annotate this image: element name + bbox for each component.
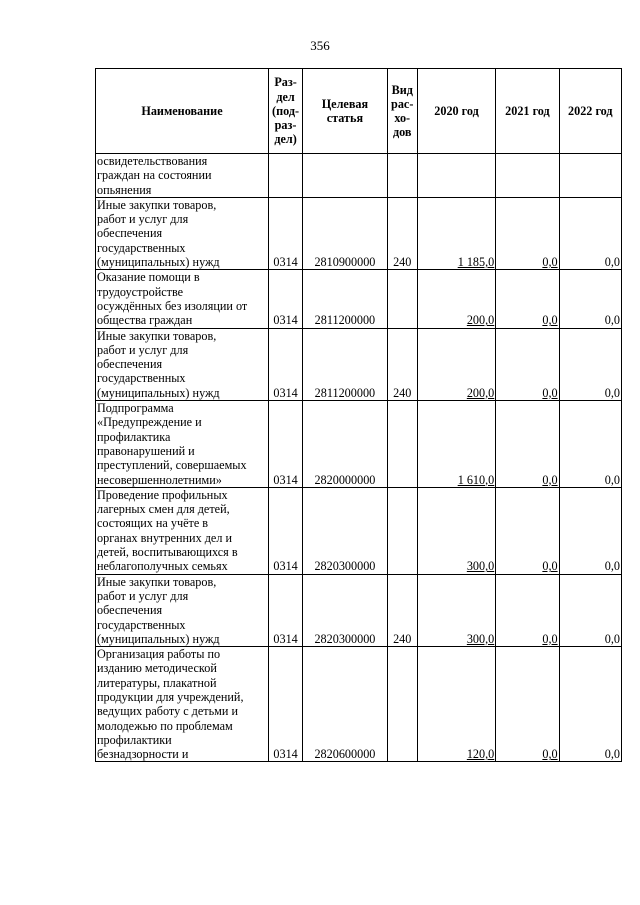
- cell-section: 0314: [268, 270, 302, 328]
- header-target: Целевая статья: [303, 69, 387, 154]
- cell-2020: 1 610,0: [417, 401, 495, 488]
- cell-target: 2811200000: [303, 328, 387, 400]
- cell-2020: [417, 154, 495, 198]
- cell-2020: 200,0: [417, 328, 495, 400]
- cell-2020: 200,0: [417, 270, 495, 328]
- cell-target: 2820600000: [303, 647, 387, 762]
- cell-section: 0314: [268, 647, 302, 762]
- cell-expense-type: 240: [387, 328, 417, 400]
- cell-2022: 0,0: [559, 401, 621, 488]
- table-row: [96, 647, 622, 762]
- header-expense-type: Вид рас- хо- дов: [387, 69, 417, 154]
- budget-table: [95, 68, 622, 762]
- header-section: Раз- дел (под- раз- дел): [268, 69, 302, 154]
- cell-name: Иные закупки товаров, работ и услуг для обеспечения государственных (муниципальных) нужд: [96, 328, 269, 400]
- cell-2022: 0,0: [559, 328, 621, 400]
- header-2021: 2021 год: [496, 69, 559, 154]
- cell-2022: 0,0: [559, 574, 621, 646]
- cell-target: 2810900000: [303, 197, 387, 269]
- header-2022: 2022 год: [559, 69, 621, 154]
- header-2020: 2020 год: [417, 69, 495, 154]
- table-row: [96, 487, 622, 574]
- cell-2021: 0,0: [496, 401, 559, 488]
- cell-2021: 0,0: [496, 574, 559, 646]
- cell-2020: 1 185,0: [417, 197, 495, 269]
- cell-2022: 0,0: [559, 647, 621, 762]
- table-row: [96, 270, 622, 328]
- cell-name: освидетельствования граждан на состоянии опьянения: [96, 154, 269, 198]
- cell-target: 2820000000: [303, 401, 387, 488]
- cell-2022: [559, 154, 621, 198]
- cell-name: Оказание помощи в трудоустройстве осуждённых без изоляции от общества граждан: [96, 270, 269, 328]
- cell-name: Иные закупки товаров, работ и услуг для обеспечения государственных (муниципальных) нужд: [96, 574, 269, 646]
- cell-name: Иные закупки товаров, работ и услуг для обеспечения государственных (муниципальных) нужд: [96, 197, 269, 269]
- table-row: [96, 154, 622, 198]
- cell-target: 2811200000: [303, 270, 387, 328]
- cell-target: 2820300000: [303, 487, 387, 574]
- table-row: [96, 197, 622, 269]
- cell-section: 0314: [268, 328, 302, 400]
- table-row: [96, 328, 622, 400]
- cell-section: 0314: [268, 401, 302, 488]
- cell-name: Подпрограмма «Предупреждение и профилактика правонарушений и преступлений, совершаемых несовершеннолетними»: [96, 401, 269, 488]
- cell-expense-type: [387, 270, 417, 328]
- cell-2021: [496, 154, 559, 198]
- table-row: [96, 574, 622, 646]
- cell-2021: 0,0: [496, 647, 559, 762]
- cell-target: [303, 154, 387, 198]
- cell-expense-type: [387, 487, 417, 574]
- cell-expense-type: [387, 401, 417, 488]
- page-number: 356: [310, 38, 330, 53]
- cell-section: 0314: [268, 574, 302, 646]
- cell-2022: 0,0: [559, 270, 621, 328]
- cell-2022: 0,0: [559, 487, 621, 574]
- cell-2021: 0,0: [496, 487, 559, 574]
- cell-expense-type: [387, 154, 417, 198]
- cell-2020: 300,0: [417, 574, 495, 646]
- cell-2020: 120,0: [417, 647, 495, 762]
- cell-section: 0314: [268, 487, 302, 574]
- cell-expense-type: 240: [387, 197, 417, 269]
- cell-name: Проведение профильных лагерных смен для детей, состоящих на учёте в органах внутренних дел и детей, воспитывающихся в неблагополучных семьях: [96, 487, 269, 574]
- cell-2020: 300,0: [417, 487, 495, 574]
- cell-section: 0314: [268, 197, 302, 269]
- table-row: [96, 401, 622, 488]
- cell-2021: 0,0: [496, 328, 559, 400]
- cell-name: Организация работы по изданию методической литературы, плакатной продукции для учреждений, ведущих работу с детьми и молодежью по проблемам профилактики безнадзорности и: [96, 647, 269, 762]
- header-row: [96, 69, 622, 154]
- cell-2021: 0,0: [496, 197, 559, 269]
- header-name: Наименование: [96, 69, 269, 154]
- cell-expense-type: 240: [387, 574, 417, 646]
- cell-section: [268, 154, 302, 198]
- cell-2022: 0,0: [559, 197, 621, 269]
- cell-expense-type: [387, 647, 417, 762]
- cell-2021: 0,0: [496, 270, 559, 328]
- cell-target: 2820300000: [303, 574, 387, 646]
